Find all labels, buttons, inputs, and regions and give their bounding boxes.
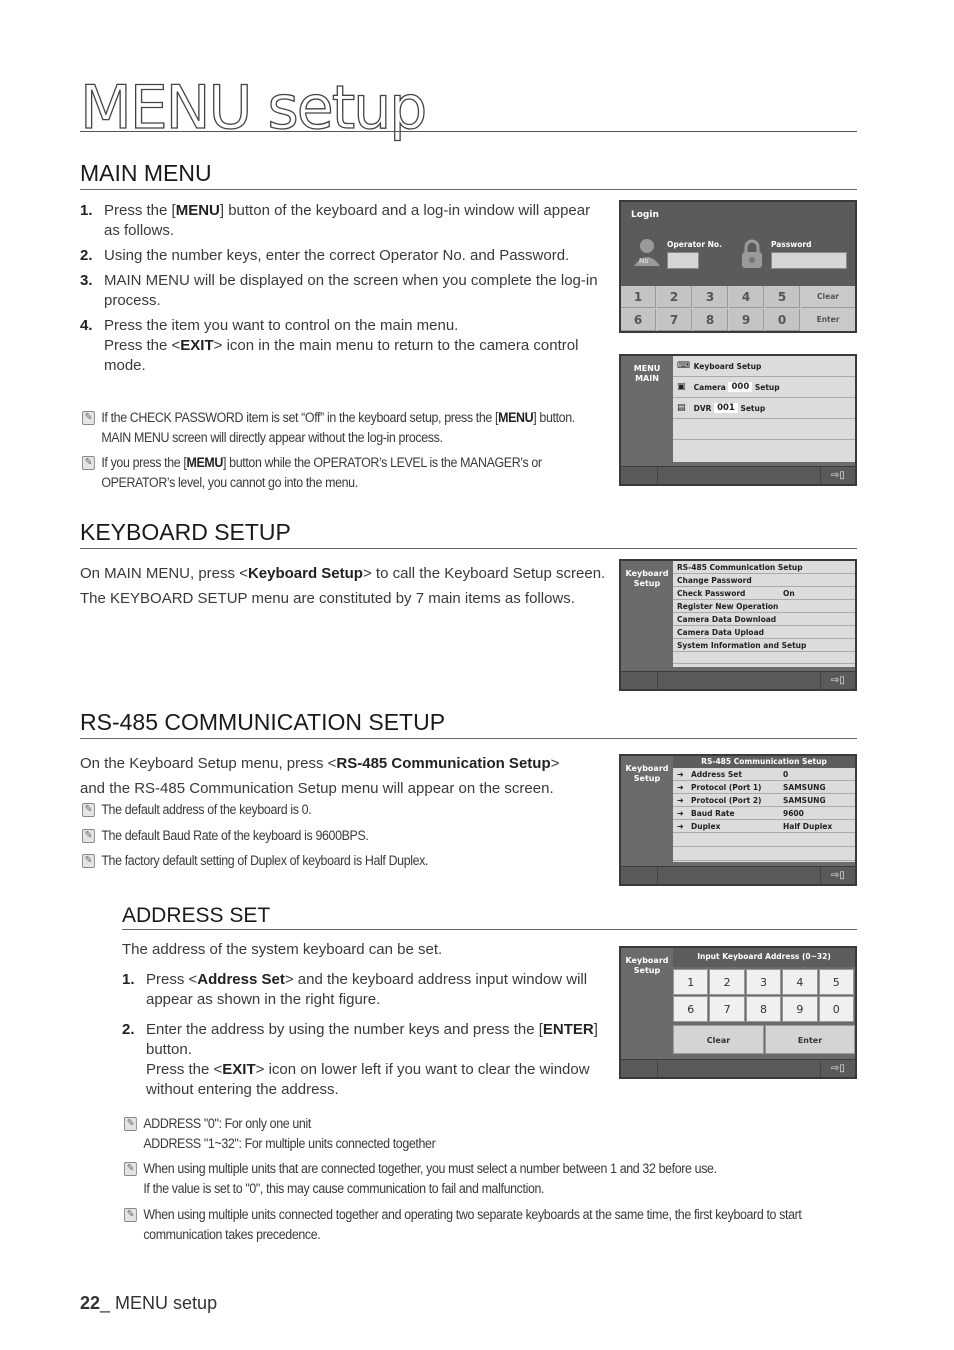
keyboard-menu-item[interactable] [673, 639, 855, 652]
keyboard-menu-item[interactable] [673, 600, 855, 613]
keyboard-menu-item[interactable] [673, 574, 855, 587]
main-item-keyboard-setup[interactable]: ⌨ Keyboard Setup [673, 356, 855, 377]
address-key-6[interactable]: 6 [673, 996, 708, 1022]
key-6[interactable]: 6 [621, 309, 656, 331]
address-key-9[interactable]: 9 [782, 996, 817, 1022]
login-title: Login [631, 210, 659, 220]
rs485-menu-item[interactable] [673, 781, 855, 794]
rs485-screen-header: RS-485 Communication Setup [673, 756, 855, 768]
key-9[interactable]: 9 [729, 309, 764, 331]
main-menu-screen [619, 354, 857, 486]
title-rule [80, 131, 857, 132]
address-screen-header: Input Keyboard Address (0~32) [673, 948, 855, 967]
item-label: Protocol (Port 2) [691, 795, 762, 805]
exit-door-icon[interactable]: ⇨▯ [831, 675, 845, 686]
item-value: On [783, 588, 795, 598]
address-steps [122, 970, 612, 1105]
item-value: 0 [783, 769, 789, 779]
item-label: Change Password [677, 575, 752, 585]
main-item-dvr[interactable]: ▤ DVR 001 Setup [673, 398, 855, 419]
operator-no-input[interactable] [667, 252, 699, 269]
address-screen-footer [621, 1059, 855, 1077]
main-item-empty [673, 419, 855, 440]
keyboard-menu-item[interactable] [673, 561, 855, 574]
key-5[interactable]: 5 [765, 286, 800, 308]
pencil-note-icon: ✎ [124, 1117, 137, 1131]
keyboard-screen-footer [621, 671, 855, 689]
address-keypad-area [673, 948, 855, 1055]
item-label: Baud Rate [691, 808, 735, 818]
empty-row [673, 833, 855, 847]
address-step-2: 2. Enter the address by using the number keys and press the [ENTER] button. Press the <EXIT> icon on lower left if you want to clear the window without entering the address. [122, 1021, 598, 1098]
page-title: MENU setup [80, 73, 426, 143]
login-keypad [621, 286, 855, 331]
item-label: Camera Data Upload [677, 627, 764, 637]
empty-row [673, 652, 855, 664]
address-key-7[interactable]: 7 [709, 996, 744, 1022]
item-label: System Information and Setup [677, 640, 807, 650]
item-label: Protocol (Port 1) [691, 782, 762, 792]
item-label: Check Password [677, 588, 746, 598]
main-step-2: 2. Using the number keys, enter the correct Operator No. and Password. [80, 247, 570, 264]
keyboard-menu-item[interactable] [673, 613, 855, 626]
item-label: Address Set [691, 769, 742, 779]
right-arrow-icon: ➜ [677, 821, 684, 831]
rs485-text: On the Keyboard Setup menu, press <RS-485 Communication Setup> and the RS-485 Communication Setup menu will appear on the screen. [80, 755, 560, 797]
address-note-2: ✎ When using multiple units that are connected together, you must select a number between 1 and 32 before use. If the value is set to "0", this may cause communication to fail and malfunction. [124, 1159, 851, 1199]
keyboard-setup-heading: KEYBOARD SETUP [80, 519, 291, 545]
keyboard-menu-item[interactable] [673, 587, 855, 600]
address-note-1: ✎ ADDRESS "0": For only one unit ADDRESS "1~32": For multiple units connected together [124, 1114, 768, 1154]
exit-door-icon[interactable]: ⇨▯ [831, 470, 845, 481]
keyboard-setup-text: On MAIN MENU, press <Keyboard Setup> to call the Keyboard Setup screen. The KEYBOARD SETUP menu are constituted by 7 main items as follows. [80, 565, 606, 607]
main-step-1: 1. Press the [MENU] button of the keyboard and a log-in window will appear as follows. [80, 202, 591, 239]
item-value: Half Duplex [783, 821, 833, 831]
pencil-note-icon: ✎ [82, 411, 95, 425]
rs485-menu-item[interactable] [673, 820, 855, 833]
address-key-0[interactable]: 0 [819, 996, 854, 1022]
exit-door-icon[interactable]: ⇨▯ [831, 1063, 845, 1074]
exit-door-icon[interactable]: ⇨▯ [831, 870, 845, 881]
password-label: Password [771, 240, 812, 249]
item-label: Camera Data Download [677, 614, 777, 624]
rs485-menu-item[interactable] [673, 794, 855, 807]
main-screen-footer [621, 466, 855, 484]
address-set-rule [122, 929, 857, 930]
pencil-note-icon: ✎ [82, 456, 95, 470]
address-key-8[interactable]: 8 [746, 996, 781, 1022]
rs485-screen [619, 754, 857, 886]
pencil-note-icon: ✎ [82, 854, 95, 868]
dvr-icon: ▤ [677, 403, 686, 413]
password-input[interactable] [771, 252, 847, 269]
item-value: SAMSUNG [783, 795, 826, 805]
rs485-list [673, 756, 855, 862]
empty-row [673, 847, 855, 861]
address-note-3: ✎ When using multiple units connected together and operating two separate keyboards at the same time, the first keyboard to start communication takes precedence. [124, 1205, 855, 1245]
page-footer: 22_ MENU setup [80, 1293, 218, 1313]
right-arrow-icon: ➜ [677, 808, 684, 818]
item-label: Duplex [691, 821, 721, 831]
address-set-heading: ADDRESS SET [122, 904, 271, 927]
item-label: Register New Operation [677, 601, 779, 611]
rs485-note-1: ✎ The default address of the keyboard is 0. [82, 800, 542, 820]
address-screen-side: Keyboard Setup [625, 956, 669, 975]
main-item-camera[interactable]: ▣ Camera 000 Setup [673, 377, 855, 398]
padlock-icon [739, 238, 765, 270]
key-4[interactable]: 4 [729, 286, 764, 308]
main-menu-steps [80, 201, 610, 381]
address-key-1[interactable]: 1 [673, 969, 708, 995]
rs485-rule [80, 738, 857, 739]
rs485-note-3: ✎ The factory default setting of Duplex of keyboard is Half Duplex. [82, 851, 542, 871]
rs485-menu-item[interactable] [673, 807, 855, 820]
address-set-intro: The address of the system keyboard can be set. [122, 941, 443, 958]
operator-icon: No [631, 236, 663, 268]
right-arrow-icon: ➜ [677, 782, 684, 792]
address-key-5[interactable]: 5 [819, 969, 854, 995]
keyboard-screen-side: Keyboard Setup [625, 569, 669, 588]
enter-button[interactable]: Enter [816, 315, 840, 324]
main-screen-side: MENU MAIN [633, 364, 661, 383]
keyboard-menu-item[interactable] [673, 626, 855, 639]
main-screen-list [673, 356, 855, 462]
address-enter-button[interactable]: Enter [765, 1025, 855, 1054]
key-2[interactable]: 2 [657, 286, 692, 308]
pencil-note-icon: ✎ [82, 829, 95, 843]
main-step-3: 3. MAIN MENU will be displayed on the screen when you complete the log-in process. [80, 272, 598, 309]
main-item-empty [673, 440, 855, 461]
main-menu-rule [80, 189, 857, 190]
item-label: RS-485 Communication Setup [677, 562, 803, 572]
pencil-note-icon: ✎ [124, 1162, 137, 1176]
operator-label: Operator No. [667, 240, 722, 249]
right-arrow-icon: ➜ [677, 795, 684, 805]
main-menu-heading: MAIN MENU [80, 160, 212, 186]
rs485-screen-footer [621, 866, 855, 884]
camera-icon: ▣ [677, 382, 686, 392]
pencil-note-icon: ✎ [82, 803, 95, 817]
address-key-2[interactable]: 2 [709, 969, 744, 995]
key-7[interactable]: 7 [657, 309, 692, 331]
key-8[interactable]: 8 [693, 309, 728, 331]
main-note-2: ✎ If you press the [MEMU] button while the OPERATOR’s LEVEL is the MANAGER’s or OPERATOR’s level, you cannot go into the menu. [82, 453, 579, 493]
keyboard-setup-rule [80, 548, 857, 549]
rs485-heading: RS-485 COMMUNICATION SETUP [80, 709, 446, 735]
address-key-4[interactable]: 4 [782, 969, 817, 995]
keyboard-icon: ⌨ [677, 361, 690, 371]
pencil-note-icon: ✎ [124, 1208, 137, 1222]
rs485-note-2: ✎ The default Baud Rate of the keyboard is 9600BPS. [82, 826, 542, 846]
key-0[interactable]: 0 [765, 309, 800, 331]
keyboard-setup-list [673, 561, 855, 667]
key-1[interactable]: 1 [621, 286, 656, 308]
item-value: SAMSUNG [783, 782, 826, 792]
login-screen [619, 200, 857, 333]
rs485-menu-item[interactable] [673, 768, 855, 781]
item-value: 9600 [783, 808, 804, 818]
key-3[interactable]: 3 [693, 286, 728, 308]
rs485-screen-side: Keyboard Setup [625, 764, 669, 783]
address-clear-button[interactable]: Clear [673, 1025, 764, 1054]
clear-button[interactable]: Clear [801, 286, 855, 308]
main-note-1: ✎ If the CHECK PASSWORD item is set “Off” in the keyboard setup, press the [MENU] button. MAIN MENU screen will directly appear without the log-in process. [82, 408, 606, 448]
right-arrow-icon: ➜ [677, 769, 684, 779]
keyboard-setup-screen [619, 559, 857, 691]
main-step-4: 4. Press the item you want to control on the main menu. Press the <EXIT> icon in the main menu to return to the camera control mode. [80, 317, 579, 374]
address-screen [619, 946, 857, 1079]
address-key-3[interactable]: 3 [746, 969, 781, 995]
address-step-1: 1. Press <Address Set> and the keyboard address input window will appear as shown in the right figure. [122, 971, 588, 1008]
